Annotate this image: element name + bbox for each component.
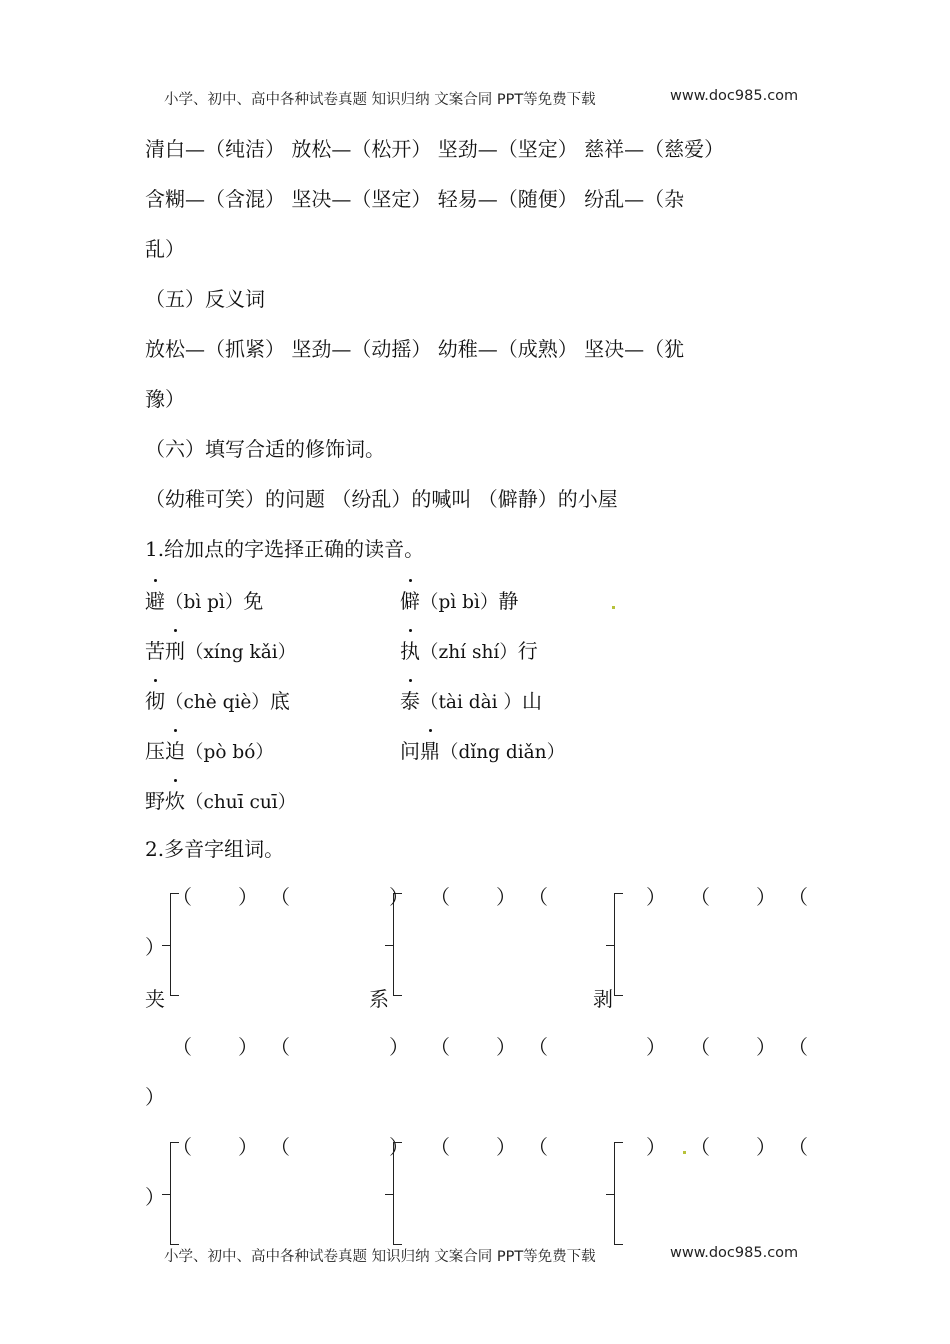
paren-close: ） (145, 935, 165, 959)
paren-open: （ (788, 885, 808, 909)
header-url[interactable]: www.doc985.com (670, 88, 799, 104)
antonym-title: （五）反义词 (145, 287, 265, 311)
paren-open: （ (430, 1135, 450, 1159)
paren-open: （ (788, 1135, 808, 1159)
bracket (170, 1142, 181, 1245)
paren-close: ） (145, 1185, 165, 1209)
paren-open: （ (690, 1035, 710, 1059)
paren-close: ） (145, 1085, 165, 1109)
dotted-char: 鼎 (420, 739, 440, 763)
paren-open: （ (788, 1035, 808, 1059)
paren-open: （ (528, 885, 548, 909)
paren-close: ） (389, 885, 409, 909)
paren-open: （ (172, 1035, 192, 1059)
paren-close: ） (238, 1135, 258, 1159)
paren-close: ） (646, 1135, 666, 1159)
reading-item: 苦刑（xíng kǎi） (145, 639, 297, 663)
paren-open: （ (270, 1035, 290, 1059)
paren-close: ） (646, 885, 666, 909)
bracket (614, 1142, 625, 1245)
paren-open: （ (270, 1135, 290, 1159)
dotted-char: 僻 (400, 589, 420, 613)
paren-close: ） (756, 1135, 776, 1159)
paren-open: （ (690, 885, 710, 909)
reading-item: 避（bì pì）免 (145, 589, 264, 613)
reading-item: 压迫（pò bó） (145, 739, 274, 763)
polyphone-char: 夹 (145, 987, 165, 1011)
synonym-line-1: 清白—（纯洁） 放松—（松开） 坚劲—（坚定） 慈祥—（慈爱） (145, 137, 725, 161)
dotted-char: 刑 (165, 639, 185, 663)
paren-close: ） (389, 1035, 409, 1059)
question-1-title: 1.给加点的字选择正确的读音。 (145, 537, 425, 561)
modifier-title: （六）填写合适的修饰词。 (145, 437, 385, 461)
reading-item: 泰（tài dài ）山 (400, 689, 542, 713)
paren-close: ） (756, 1035, 776, 1059)
dotted-char: 彻 (145, 689, 165, 713)
speck-mark (612, 606, 615, 609)
reading-item: 问鼎（dǐng diǎn） (400, 739, 566, 763)
antonym-line-2: 豫） (145, 387, 185, 411)
paren-close: ） (756, 885, 776, 909)
synonym-line-2: 含糊—（含混） 坚决—（坚定） 轻易—（随便） 纷乱—（杂 (145, 187, 685, 211)
paren-open: （ (172, 885, 192, 909)
reading-item: 执（zhí shí）行 (400, 639, 538, 663)
bracket (614, 893, 625, 996)
dotted-char: 迫 (165, 739, 185, 763)
polyphone-char: 系 (369, 987, 389, 1011)
header-text: 小学、初中、高中各种试卷真题 知识归纳 文案合同 PPT等免费下载 (164, 92, 596, 108)
footer-text: 小学、初中、高中各种试卷真题 知识归纳 文案合同 PPT等免费下载 (164, 1249, 596, 1265)
bracket (393, 1142, 404, 1245)
paren-open: （ (430, 885, 450, 909)
paren-close: ） (496, 1135, 516, 1159)
reading-item: 野炊（chuī cuī） (145, 789, 297, 813)
dotted-char: 泰 (400, 689, 420, 713)
dotted-char: 炊 (165, 789, 185, 813)
paren-close: ） (496, 885, 516, 909)
dotted-char: 避 (145, 589, 165, 613)
paren-close: ） (496, 1035, 516, 1059)
speck-mark (683, 1151, 686, 1154)
paren-close: ） (646, 1035, 666, 1059)
question-2-title: 2.多音字组词。 (145, 837, 285, 861)
paren-open: （ (172, 1135, 192, 1159)
dotted-char: 执 (400, 639, 420, 663)
paren-open: （ (528, 1135, 548, 1159)
reading-item: 僻（pì bì）静 (400, 589, 519, 613)
paren-close: ） (389, 1135, 409, 1159)
paren-open: （ (528, 1035, 548, 1059)
paren-close: ） (238, 885, 258, 909)
polyphone-char: 剥 (593, 987, 613, 1011)
paren-close: ） (238, 1035, 258, 1059)
paren-open: （ (270, 885, 290, 909)
modifier-line-1: （幼稚可笑）的问题 （纷乱）的喊叫 （僻静）的小屋 (145, 487, 618, 511)
reading-item: 彻（chè qiè）底 (145, 689, 290, 713)
paren-open: （ (430, 1035, 450, 1059)
footer-url[interactable]: www.doc985.com (670, 1245, 799, 1261)
antonym-line-1: 放松—（抓紧） 坚劲—（动摇） 幼稚—（成熟） 坚决—（犹 (145, 337, 685, 361)
paren-open: （ (690, 1135, 710, 1159)
synonym-line-3: 乱） (145, 237, 185, 261)
